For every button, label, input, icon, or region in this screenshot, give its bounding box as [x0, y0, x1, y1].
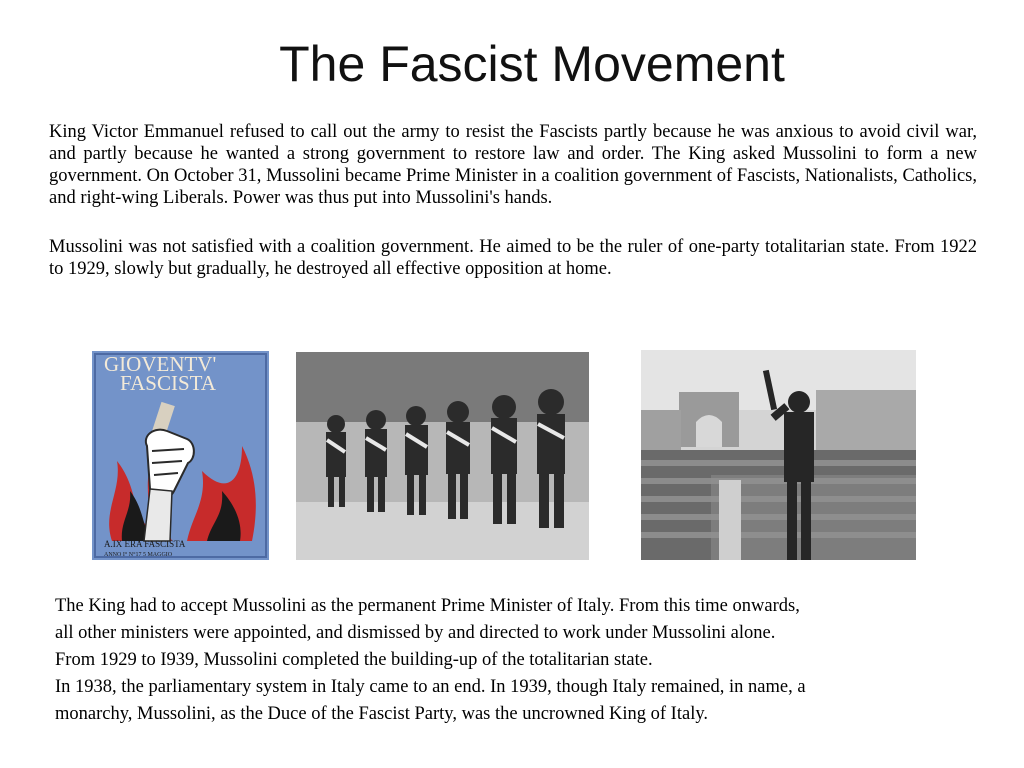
bottom-line-1: The King had to accept Mussolini as the permanent Prime Minister of Italy. From this time onwards,: [55, 596, 800, 616]
bottom-line-3: From 1929 to I939, Mussolini completed the building-up of the totalitarian state.: [55, 650, 653, 670]
gioventu-fascista-poster-image: [92, 351, 269, 560]
poster-footer-line2: ANNO I° N°17 5 MAGGIO: [104, 552, 173, 558]
bottom-line-2: all other ministers were appointed, and dismissed by and directed to work under Mussolini alone.: [55, 623, 776, 643]
marching-youth-photo: [296, 352, 589, 560]
poster-footer-line1: A.IX ERA FASCISTA: [104, 539, 186, 549]
paragraph-mussolini-coalition: Mussolini was not satisfied with a coalition government. He aimed to be the ruler of one-party totalitarian state. From 1922 to 1929, slowly but gradually, he destroyed all effective opposition at home.: [49, 237, 977, 279]
slide-title: The Fascist Movement: [279, 36, 785, 92]
bottom-line-4: In 1938, the parliamentary system in Italy came to an end. In 1939, though Italy remained, in name, a: [55, 677, 806, 697]
paragraph-king-victor-emmanuel: King Victor Emmanuel refused to call out the army to resist the Fascists partly because he was anxious to avoid civil war, and partly because he wanted a strong government to restore law and order. The King asked Mussolini to form a new government. On October 31, Mussolini became Prime Minister in a coalition government of Fascists, Nationalists, Catholics, and right-wing Liberals. Power was thus put into Mussolini's hands.: [49, 122, 977, 208]
mussolini-speech-photo: [641, 350, 916, 560]
poster-heading-line2: FASCISTA: [120, 371, 216, 395]
poster-heading-line1: GIOVENTV': [104, 352, 217, 376]
bottom-line-5: monarchy, Mussolini, as the Duce of the Fascist Party, was the uncrowned King of Italy.: [55, 704, 709, 724]
